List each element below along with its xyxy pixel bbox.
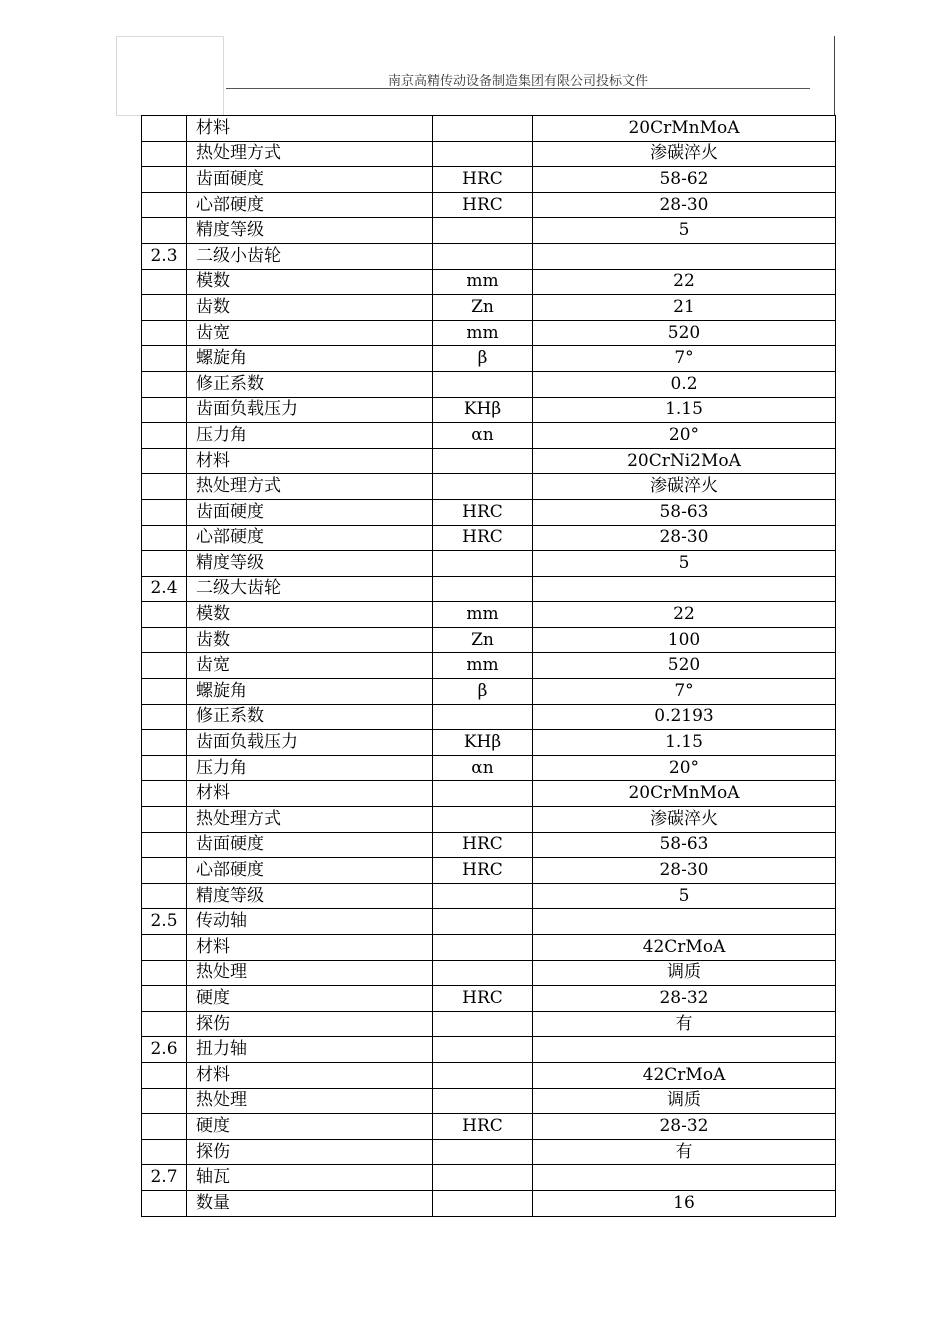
value-cell: 1.15 (533, 397, 836, 423)
value-cell: 有 (533, 1139, 836, 1165)
item-name-cell: 模数 (187, 602, 433, 628)
item-name-cell: 二级小齿轮 (187, 243, 433, 269)
item-name-cell: 轴瓦 (187, 1165, 433, 1191)
table-row (142, 1011, 836, 1037)
value-cell (533, 1037, 836, 1063)
item-number-cell (142, 1190, 187, 1216)
item-number-cell (142, 1088, 187, 1114)
value-cell: 520 (533, 653, 836, 679)
table-row (142, 576, 836, 602)
document-header-title: 南京高精传动设备制造集团有限公司投标文件 (387, 74, 648, 89)
item-number-cell (142, 986, 187, 1012)
item-name-cell: 二级大齿轮 (187, 576, 433, 602)
value-cell: 28-30 (533, 192, 836, 218)
item-number-cell (142, 397, 187, 423)
value-cell: 5 (533, 218, 836, 244)
item-name-cell: 硬度 (187, 1114, 433, 1140)
item-number-cell (142, 755, 187, 781)
header-edge-line (834, 36, 835, 116)
table-row (142, 218, 836, 244)
value-cell: 28-32 (533, 986, 836, 1012)
unit-cell: HRC (433, 986, 533, 1012)
value-cell: 20° (533, 423, 836, 449)
unit-cell: HRC (433, 832, 533, 858)
item-number-cell (142, 960, 187, 986)
item-name-cell: 螺旋角 (187, 346, 433, 372)
table-row (142, 525, 836, 551)
unit-cell: β (433, 679, 533, 705)
unit-cell (433, 1165, 533, 1191)
table-row (142, 499, 836, 525)
item-name-cell: 齿面硬度 (187, 167, 433, 193)
item-name-cell: 热处理 (187, 1088, 433, 1114)
item-name-cell: 热处理方式 (187, 807, 433, 833)
item-number-cell (142, 141, 187, 167)
item-name-cell: 齿面硬度 (187, 499, 433, 525)
item-number-cell (142, 192, 187, 218)
table-row (142, 1088, 836, 1114)
unit-cell (433, 1011, 533, 1037)
item-number-cell (142, 883, 187, 909)
unit-cell (433, 243, 533, 269)
item-name-cell: 材料 (187, 116, 433, 142)
item-number-cell (142, 1114, 187, 1140)
item-number-cell (142, 448, 187, 474)
item-number-cell (142, 1011, 187, 1037)
item-number-cell (142, 602, 187, 628)
unit-cell: HRC (433, 192, 533, 218)
table-row (142, 602, 836, 628)
table-row (142, 167, 836, 193)
item-number-cell: 2.5 (142, 909, 187, 935)
item-number-cell (142, 858, 187, 884)
unit-cell: Zn (433, 627, 533, 653)
unit-cell (433, 704, 533, 730)
value-cell (533, 1165, 836, 1191)
item-number-cell (142, 423, 187, 449)
table-row (142, 755, 836, 781)
value-cell: 100 (533, 627, 836, 653)
value-cell: 有 (533, 1011, 836, 1037)
item-name-cell: 齿面硬度 (187, 832, 433, 858)
item-number-cell (142, 704, 187, 730)
table-row (142, 192, 836, 218)
table-row (142, 1037, 836, 1063)
value-cell: 20CrMnMoA (533, 116, 836, 142)
value-cell: 调质 (533, 1088, 836, 1114)
value-cell: 0.2 (533, 371, 836, 397)
unit-cell (433, 218, 533, 244)
value-cell: 22 (533, 269, 836, 295)
table-row (142, 730, 836, 756)
item-name-cell: 齿宽 (187, 653, 433, 679)
item-name-cell: 模数 (187, 269, 433, 295)
item-name-cell: 精度等级 (187, 551, 433, 577)
item-name-cell: 心部硬度 (187, 858, 433, 884)
item-number-cell: 2.7 (142, 1165, 187, 1191)
unit-cell (433, 1088, 533, 1114)
table-row (142, 986, 836, 1012)
item-name-cell: 压力角 (187, 755, 433, 781)
unit-cell (433, 883, 533, 909)
unit-cell: mm (433, 602, 533, 628)
item-name-cell: 材料 (187, 448, 433, 474)
value-cell: 0.2193 (533, 704, 836, 730)
unit-cell: mm (433, 269, 533, 295)
unit-cell: mm (433, 320, 533, 346)
item-number-cell (142, 269, 187, 295)
table-row (142, 627, 836, 653)
item-number-cell (142, 320, 187, 346)
item-name-cell: 探伤 (187, 1139, 433, 1165)
item-number-cell: 2.3 (142, 243, 187, 269)
table-row (142, 474, 836, 500)
table-row (142, 909, 836, 935)
item-number-cell (142, 832, 187, 858)
value-cell: 7° (533, 679, 836, 705)
item-name-cell: 材料 (187, 781, 433, 807)
unit-cell (433, 116, 533, 142)
table-row (142, 423, 836, 449)
header-divider (226, 88, 810, 89)
value-cell: 20° (533, 755, 836, 781)
unit-cell (433, 448, 533, 474)
item-number-cell (142, 627, 187, 653)
unit-cell (433, 141, 533, 167)
unit-cell: HRC (433, 858, 533, 884)
table-row (142, 1165, 836, 1191)
item-name-cell: 精度等级 (187, 218, 433, 244)
item-name-cell: 修正系数 (187, 371, 433, 397)
item-number-cell (142, 679, 187, 705)
table-row (142, 960, 836, 986)
unit-cell: KHβ (433, 730, 533, 756)
specification-table-body (142, 116, 836, 1217)
unit-cell: HRC (433, 525, 533, 551)
unit-cell (433, 1062, 533, 1088)
item-number-cell (142, 295, 187, 321)
item-name-cell: 修正系数 (187, 704, 433, 730)
unit-cell (433, 960, 533, 986)
value-cell: 7° (533, 346, 836, 372)
unit-cell (433, 551, 533, 577)
value-cell: 渗碳淬火 (533, 141, 836, 167)
table-row (142, 1190, 836, 1216)
table-row (142, 448, 836, 474)
item-number-cell (142, 1062, 187, 1088)
table-row (142, 1114, 836, 1140)
item-number-cell: 2.6 (142, 1037, 187, 1063)
unit-cell (433, 576, 533, 602)
table-row (142, 116, 836, 142)
table-row (142, 1062, 836, 1088)
item-name-cell: 心部硬度 (187, 525, 433, 551)
table-row (142, 935, 836, 961)
value-cell (533, 576, 836, 602)
item-name-cell: 精度等级 (187, 883, 433, 909)
item-number-cell (142, 781, 187, 807)
unit-cell: KHβ (433, 397, 533, 423)
unit-cell: αn (433, 755, 533, 781)
value-cell: 5 (533, 551, 836, 577)
table-row (142, 371, 836, 397)
value-cell: 42CrMoA (533, 935, 836, 961)
table-row (142, 858, 836, 884)
item-number-cell (142, 730, 187, 756)
table-row (142, 704, 836, 730)
value-cell: 21 (533, 295, 836, 321)
item-name-cell: 齿面负载压力 (187, 397, 433, 423)
item-number-cell (142, 551, 187, 577)
item-number-cell (142, 474, 187, 500)
table-row (142, 269, 836, 295)
item-name-cell: 心部硬度 (187, 192, 433, 218)
value-cell (533, 243, 836, 269)
item-number-cell (142, 167, 187, 193)
item-name-cell: 热处理方式 (187, 474, 433, 500)
item-name-cell: 传动轴 (187, 909, 433, 935)
value-cell: 58-63 (533, 499, 836, 525)
item-name-cell: 数量 (187, 1190, 433, 1216)
specification-table (141, 115, 836, 1217)
item-number-cell (142, 218, 187, 244)
unit-cell (433, 807, 533, 833)
table-row (142, 679, 836, 705)
value-cell: 5 (533, 883, 836, 909)
unit-cell: αn (433, 423, 533, 449)
unit-cell: mm (433, 653, 533, 679)
table-row (142, 295, 836, 321)
item-name-cell: 螺旋角 (187, 679, 433, 705)
value-cell: 1.15 (533, 730, 836, 756)
unit-cell: HRC (433, 499, 533, 525)
item-name-cell: 压力角 (187, 423, 433, 449)
table-row (142, 397, 836, 423)
value-cell: 28-30 (533, 525, 836, 551)
unit-cell (433, 1190, 533, 1216)
item-name-cell: 扭力轴 (187, 1037, 433, 1063)
item-number-cell (142, 116, 187, 142)
table-row (142, 781, 836, 807)
unit-cell (433, 781, 533, 807)
table-row (142, 320, 836, 346)
value-cell: 42CrMoA (533, 1062, 836, 1088)
value-cell: 20CrNi2MoA (533, 448, 836, 474)
item-name-cell: 齿数 (187, 627, 433, 653)
unit-cell (433, 909, 533, 935)
unit-cell (433, 474, 533, 500)
item-name-cell: 齿数 (187, 295, 433, 321)
logo-placeholder (116, 36, 224, 116)
table-row (142, 141, 836, 167)
item-name-cell: 材料 (187, 1062, 433, 1088)
value-cell (533, 909, 836, 935)
item-name-cell: 探伤 (187, 1011, 433, 1037)
table-row (142, 653, 836, 679)
value-cell: 58-62 (533, 167, 836, 193)
unit-cell: β (433, 346, 533, 372)
item-number-cell (142, 807, 187, 833)
item-name-cell: 热处理 (187, 960, 433, 986)
table-row (142, 807, 836, 833)
item-name-cell: 硬度 (187, 986, 433, 1012)
item-name-cell: 齿宽 (187, 320, 433, 346)
value-cell: 16 (533, 1190, 836, 1216)
item-number-cell (142, 935, 187, 961)
value-cell: 20CrMnMoA (533, 781, 836, 807)
item-name-cell: 齿面负载压力 (187, 730, 433, 756)
item-name-cell: 材料 (187, 935, 433, 961)
item-number-cell (142, 371, 187, 397)
unit-cell: Zn (433, 295, 533, 321)
table-row (142, 1139, 836, 1165)
table-row (142, 551, 836, 577)
unit-cell (433, 1037, 533, 1063)
value-cell: 28-32 (533, 1114, 836, 1140)
value-cell: 渗碳淬火 (533, 807, 836, 833)
item-number-cell: 2.4 (142, 576, 187, 602)
item-number-cell (142, 653, 187, 679)
item-number-cell (142, 346, 187, 372)
item-number-cell (142, 499, 187, 525)
unit-cell (433, 1139, 533, 1165)
item-number-cell (142, 1139, 187, 1165)
table-row (142, 346, 836, 372)
value-cell: 520 (533, 320, 836, 346)
unit-cell (433, 935, 533, 961)
value-cell: 58-63 (533, 832, 836, 858)
table-row (142, 883, 836, 909)
item-name-cell: 热处理方式 (187, 141, 433, 167)
value-cell: 渗碳淬火 (533, 474, 836, 500)
unit-cell: HRC (433, 167, 533, 193)
value-cell: 调质 (533, 960, 836, 986)
table-row (142, 832, 836, 858)
table-row (142, 243, 836, 269)
unit-cell: HRC (433, 1114, 533, 1140)
item-number-cell (142, 525, 187, 551)
value-cell: 22 (533, 602, 836, 628)
value-cell: 28-30 (533, 858, 836, 884)
unit-cell (433, 371, 533, 397)
